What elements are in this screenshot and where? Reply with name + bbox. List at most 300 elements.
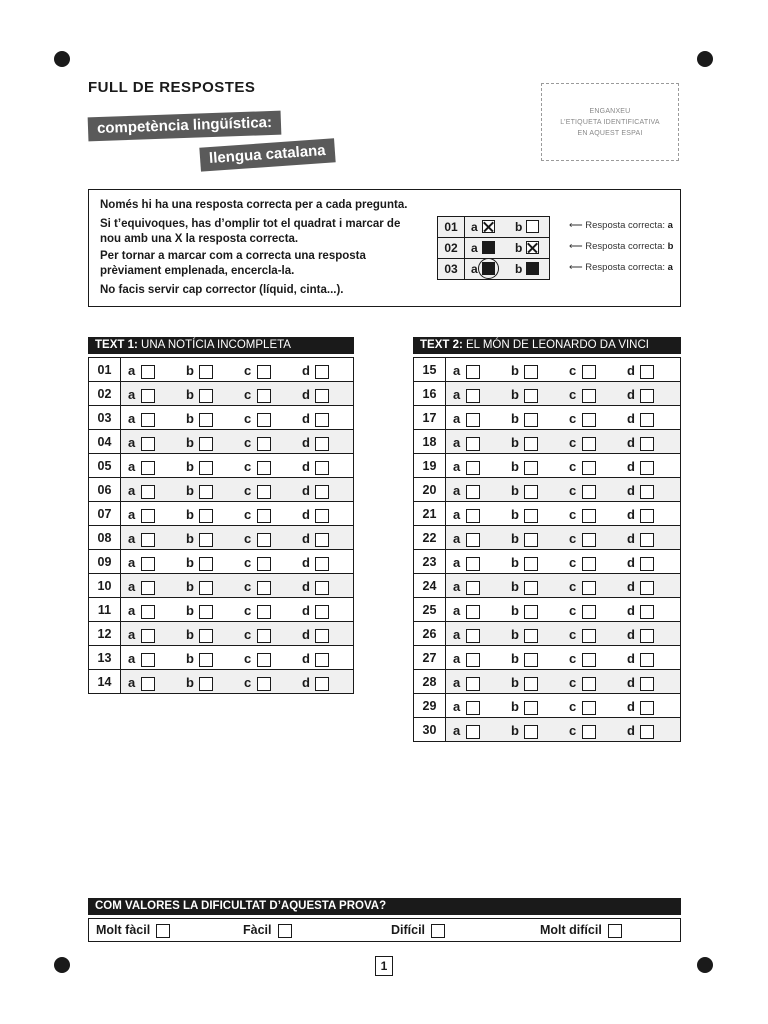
answer-option-b[interactable] (186, 603, 213, 619)
answer-option-b[interactable] (511, 411, 538, 427)
answer-checkbox[interactable] (466, 701, 480, 715)
answer-option-d[interactable] (302, 387, 329, 403)
answer-checkbox[interactable] (524, 533, 538, 547)
answer-checkbox[interactable] (141, 461, 155, 475)
answer-option-d[interactable] (627, 531, 654, 547)
example-row (438, 259, 550, 280)
answer-checkbox[interactable] (199, 677, 213, 691)
answer-option-d[interactable] (302, 483, 329, 499)
answer-checkbox[interactable] (199, 629, 213, 643)
answer-checkbox[interactable] (524, 653, 538, 667)
answer-option-b[interactable] (511, 483, 538, 499)
answer-option-c[interactable] (244, 603, 271, 619)
answer-option-a[interactable] (453, 435, 480, 451)
answer-option-d[interactable] (302, 363, 329, 379)
answer-option-b[interactable] (186, 579, 213, 595)
answer-option-c[interactable] (569, 507, 596, 523)
answer-checkbox[interactable] (257, 677, 271, 691)
answer-option-a[interactable] (453, 555, 480, 571)
answer-option-a[interactable] (128, 507, 155, 523)
answer-checkbox[interactable] (582, 533, 596, 547)
option-letter: a (453, 723, 461, 738)
answer-checkbox[interactable] (582, 437, 596, 451)
answer-checkbox[interactable] (466, 725, 480, 739)
option-letter: c (569, 699, 577, 714)
example-note-text: Resposta correcta: (585, 262, 665, 273)
answer-checkbox[interactable] (640, 533, 654, 547)
difficulty-option[interactable] (96, 923, 170, 938)
answer-option-a[interactable] (453, 411, 480, 427)
question-number: 19 (414, 454, 446, 478)
answer-option-b[interactable] (511, 363, 538, 379)
answer-option-c[interactable] (569, 627, 596, 643)
answer-checkbox[interactable] (524, 437, 538, 451)
answer-checkbox[interactable] (640, 485, 654, 499)
answer-checkbox[interactable] (141, 605, 155, 619)
option-letter: a (128, 627, 136, 642)
option-letter: a (453, 459, 461, 474)
answer-checkbox[interactable] (199, 533, 213, 547)
answer-option-b[interactable] (511, 579, 538, 595)
answer-option-a[interactable] (128, 651, 155, 667)
answer-option-d[interactable] (302, 507, 329, 523)
option-letter: c (244, 435, 252, 450)
answer-option-c[interactable] (244, 507, 271, 523)
answer-option-d[interactable] (627, 723, 654, 739)
answer-checkbox[interactable] (524, 677, 538, 691)
option-letter: c (569, 387, 577, 402)
answer-option-d[interactable] (627, 411, 654, 427)
answer-checkbox[interactable] (141, 557, 155, 571)
answer-checkbox[interactable] (199, 461, 213, 475)
answer-checkbox[interactable] (466, 557, 480, 571)
answer-checkbox[interactable] (582, 701, 596, 715)
answer-option-a[interactable] (128, 579, 155, 595)
answer-checkbox[interactable] (582, 461, 596, 475)
answer-checkbox[interactable] (466, 533, 480, 547)
answer-option-d[interactable] (627, 459, 654, 475)
option-letter: c (244, 675, 252, 690)
answer-option-a[interactable] (128, 627, 155, 643)
answer-option-c[interactable] (244, 459, 271, 475)
answer-checkbox[interactable] (257, 629, 271, 643)
answer-checkbox[interactable] (582, 389, 596, 403)
answer-checkbox[interactable] (466, 509, 480, 523)
answer-checkbox[interactable] (466, 653, 480, 667)
option-letter: c (244, 531, 252, 546)
answer-option-d[interactable] (627, 483, 654, 499)
question-number: 08 (89, 526, 121, 550)
answer-option-a[interactable] (128, 483, 155, 499)
option-letter: b (186, 363, 194, 378)
answer-option-a[interactable] (453, 723, 480, 739)
answer-option-c[interactable] (569, 651, 596, 667)
answer-option-b[interactable] (186, 507, 213, 523)
question-number: 23 (414, 550, 446, 574)
answer-checkbox[interactable] (640, 389, 654, 403)
answer-checkbox[interactable] (582, 557, 596, 571)
option-letter: d (302, 651, 310, 666)
answer-option-c[interactable] (569, 387, 596, 403)
instruction-line: prèviament emplenada, encercla-la. (100, 265, 295, 277)
difficulty-checkbox[interactable] (278, 924, 292, 938)
answer-option-a[interactable] (128, 411, 155, 427)
question-row (414, 358, 681, 382)
answer-checkbox[interactable] (257, 365, 271, 379)
difficulty-option[interactable] (243, 923, 292, 938)
answer-option-a[interactable] (453, 579, 480, 595)
answer-checkbox[interactable] (640, 677, 654, 691)
answer-checkbox[interactable] (582, 653, 596, 667)
answer-checkbox[interactable] (199, 581, 213, 595)
question-options (121, 574, 354, 598)
option-letter: c (569, 555, 577, 570)
question-number: 02 (89, 382, 121, 406)
answer-option-b[interactable] (511, 603, 538, 619)
answer-checkbox[interactable] (141, 365, 155, 379)
option-letter: b (511, 459, 519, 474)
answer-checkbox[interactable] (141, 629, 155, 643)
answer-checkbox[interactable] (582, 605, 596, 619)
answer-option-c[interactable] (244, 363, 271, 379)
option-letter: b (511, 507, 519, 522)
answer-option-c[interactable] (569, 363, 596, 379)
answer-option-c[interactable] (569, 555, 596, 571)
answer-checkbox[interactable] (524, 509, 538, 523)
answer-option-b[interactable] (511, 699, 538, 715)
text1-answer-grid (88, 357, 354, 694)
answer-option-d[interactable] (627, 579, 654, 595)
answer-checkbox[interactable] (524, 365, 538, 379)
answer-checkbox[interactable] (199, 389, 213, 403)
answer-checkbox[interactable] (257, 461, 271, 475)
option-letter: c (244, 411, 252, 426)
answer-checkbox[interactable] (466, 365, 480, 379)
answer-option-a[interactable] (453, 459, 480, 475)
answer-checkbox[interactable] (257, 605, 271, 619)
answer-checkbox[interactable] (141, 389, 155, 403)
answer-checkbox[interactable] (524, 413, 538, 427)
answer-option-c[interactable] (569, 675, 596, 691)
question-row (414, 622, 681, 646)
answer-option-b[interactable] (186, 435, 213, 451)
answer-option-b[interactable] (186, 627, 213, 643)
answer-option-c[interactable] (569, 579, 596, 595)
option-letter: d (302, 435, 310, 450)
answer-option-b[interactable] (511, 435, 538, 451)
answer-option-d[interactable] (627, 675, 654, 691)
option-letter: d (627, 627, 635, 642)
answer-checkbox[interactable] (199, 365, 213, 379)
answer-checkbox[interactable] (640, 581, 654, 595)
answer-option-a[interactable] (128, 555, 155, 571)
answer-checkbox[interactable] (640, 653, 654, 667)
answer-option-b[interactable] (511, 627, 538, 643)
question-options (121, 526, 354, 550)
answer-option-d[interactable] (302, 579, 329, 595)
answer-option-b[interactable] (511, 723, 538, 739)
answer-option-a[interactable] (128, 459, 155, 475)
answer-checkbox[interactable] (199, 557, 213, 571)
answer-checkbox[interactable] (582, 581, 596, 595)
answer-option-d[interactable] (627, 603, 654, 619)
answer-checkbox[interactable] (640, 701, 654, 715)
answer-option-a[interactable] (453, 651, 480, 667)
answer-checkbox[interactable] (582, 413, 596, 427)
answer-option-d[interactable] (627, 627, 654, 643)
answer-checkbox[interactable] (640, 365, 654, 379)
registration-mark-top-left (54, 51, 70, 67)
answer-checkbox[interactable] (524, 461, 538, 475)
answer-checkbox[interactable] (257, 581, 271, 595)
answer-option-a[interactable] (453, 483, 480, 499)
answer-checkbox[interactable] (199, 437, 213, 451)
answer-option-c[interactable] (569, 459, 596, 475)
answer-checkbox[interactable] (582, 725, 596, 739)
answer-option-b[interactable] (186, 483, 213, 499)
left-arrow-icon: ⟵ (569, 220, 586, 231)
answer-checkbox[interactable] (141, 533, 155, 547)
answer-option-d[interactable] (302, 459, 329, 475)
page-number: 1 (375, 956, 393, 976)
answer-option-a[interactable] (453, 627, 480, 643)
answer-checkbox[interactable] (315, 389, 329, 403)
answer-option-b[interactable] (511, 387, 538, 403)
answer-option-b[interactable] (511, 555, 538, 571)
answer-checkbox[interactable] (466, 629, 480, 643)
option-letter: d (302, 531, 310, 546)
answer-checkbox[interactable] (315, 653, 329, 667)
answer-option-c[interactable] (569, 483, 596, 499)
answer-checkbox[interactable] (466, 413, 480, 427)
answer-option-c[interactable] (569, 531, 596, 547)
answer-option-c[interactable] (244, 531, 271, 547)
answer-checkbox[interactable] (640, 509, 654, 523)
answer-option-b[interactable] (186, 675, 213, 691)
answer-checkbox[interactable] (199, 485, 213, 499)
answer-checkbox[interactable] (466, 605, 480, 619)
answer-checkbox[interactable] (257, 389, 271, 403)
answer-checkbox[interactable] (466, 461, 480, 475)
difficulty-checkbox[interactable] (156, 924, 170, 938)
answer-checkbox[interactable] (141, 581, 155, 595)
answer-checkbox[interactable] (315, 461, 329, 475)
answer-option-b[interactable] (186, 651, 213, 667)
answer-option-b[interactable] (186, 387, 213, 403)
answer-checkbox[interactable] (524, 725, 538, 739)
answer-option-d[interactable] (627, 555, 654, 571)
answer-checkbox[interactable] (315, 629, 329, 643)
answer-checkbox[interactable] (141, 413, 155, 427)
answer-option-a[interactable] (453, 699, 480, 715)
answer-option-c[interactable] (244, 411, 271, 427)
answer-checkbox[interactable] (257, 437, 271, 451)
answer-option-d[interactable] (627, 651, 654, 667)
answer-checkbox[interactable] (640, 557, 654, 571)
answer-checkbox[interactable] (640, 605, 654, 619)
answer-checkbox[interactable] (257, 509, 271, 523)
answer-option-d[interactable] (302, 627, 329, 643)
answer-option-a[interactable] (128, 387, 155, 403)
answer-option-b[interactable] (186, 363, 213, 379)
answer-checkbox[interactable] (466, 581, 480, 595)
answer-option-d[interactable] (302, 651, 329, 667)
answer-option-d[interactable] (627, 507, 654, 523)
option-letter: c (244, 555, 252, 570)
answer-checkbox[interactable] (466, 389, 480, 403)
answer-option-d[interactable] (627, 363, 654, 379)
answer-checkbox[interactable] (524, 629, 538, 643)
answer-checkbox[interactable] (582, 365, 596, 379)
difficulty-option[interactable] (540, 923, 622, 938)
answer-checkbox[interactable] (199, 605, 213, 619)
text1-header (88, 337, 354, 354)
answer-option-b[interactable] (511, 651, 538, 667)
answer-option-b[interactable] (511, 507, 538, 523)
example-note-text: Resposta correcta: (585, 220, 665, 231)
answer-checkbox[interactable] (141, 677, 155, 691)
answer-checkbox[interactable] (257, 533, 271, 547)
option-letter: a (128, 651, 136, 666)
answer-checkbox[interactable] (582, 509, 596, 523)
answer-option-a[interactable] (453, 675, 480, 691)
option-letter: b (511, 699, 519, 714)
question-number: 20 (414, 478, 446, 502)
answer-checkbox[interactable] (582, 485, 596, 499)
answer-checkbox[interactable] (315, 533, 329, 547)
answer-checkbox[interactable] (466, 437, 480, 451)
answer-option-c[interactable] (244, 435, 271, 451)
answer-option-d[interactable] (627, 435, 654, 451)
id-label-area[interactable] (541, 83, 679, 161)
answer-checkbox[interactable] (524, 557, 538, 571)
question-options (446, 502, 681, 526)
option-letter: a (128, 363, 136, 378)
answer-option-a[interactable] (128, 531, 155, 547)
answer-option-b[interactable] (511, 531, 538, 547)
answer-checkbox[interactable] (199, 653, 213, 667)
answer-option-d[interactable] (302, 603, 329, 619)
answer-option-d[interactable] (627, 699, 654, 715)
answer-option-c[interactable] (244, 627, 271, 643)
answer-checkbox[interactable] (199, 509, 213, 523)
answer-checkbox[interactable] (315, 437, 329, 451)
answer-option-c[interactable] (569, 603, 596, 619)
answer-checkbox[interactable] (640, 725, 654, 739)
answer-checkbox[interactable] (257, 557, 271, 571)
example-circle-mark (478, 258, 499, 279)
answer-option-c[interactable] (569, 435, 596, 451)
answer-checkbox[interactable] (315, 557, 329, 571)
answer-checkbox[interactable] (257, 413, 271, 427)
answer-option-b[interactable] (511, 459, 538, 475)
answer-checkbox[interactable] (315, 677, 329, 691)
answer-checkbox[interactable] (315, 605, 329, 619)
answer-option-c[interactable] (244, 483, 271, 499)
answer-option-b[interactable] (186, 411, 213, 427)
answer-checkbox[interactable] (524, 389, 538, 403)
answer-checkbox[interactable] (582, 629, 596, 643)
question-options (121, 454, 354, 478)
answer-checkbox[interactable] (315, 509, 329, 523)
answer-option-c[interactable] (244, 651, 271, 667)
answer-checkbox[interactable] (199, 413, 213, 427)
answer-option-a[interactable] (128, 363, 155, 379)
option-letter: b (511, 579, 519, 594)
answer-option-d[interactable] (302, 675, 329, 691)
answer-option-d[interactable] (627, 387, 654, 403)
answer-option-a[interactable] (453, 531, 480, 547)
option-letter: d (627, 675, 635, 690)
answer-checkbox[interactable] (315, 365, 329, 379)
answer-option-c[interactable] (244, 579, 271, 595)
answer-option-c[interactable] (244, 555, 271, 571)
answer-checkbox[interactable] (466, 677, 480, 691)
answer-option-c[interactable] (569, 411, 596, 427)
answer-checkbox[interactable] (141, 509, 155, 523)
answer-option-d[interactable] (302, 411, 329, 427)
answer-option-a[interactable] (128, 435, 155, 451)
answer-checkbox[interactable] (524, 605, 538, 619)
answer-checkbox[interactable] (141, 653, 155, 667)
answer-option-a[interactable] (453, 603, 480, 619)
answer-checkbox[interactable] (640, 461, 654, 475)
answer-checkbox[interactable] (524, 581, 538, 595)
answer-checkbox[interactable] (315, 581, 329, 595)
answer-option-c[interactable] (569, 723, 596, 739)
answer-checkbox[interactable] (640, 437, 654, 451)
answer-option-b[interactable] (186, 459, 213, 475)
answer-option-a[interactable] (453, 507, 480, 523)
question-number: 10 (89, 574, 121, 598)
answer-option-b[interactable] (186, 531, 213, 547)
answer-option-b[interactable] (186, 555, 213, 571)
answer-checkbox[interactable] (582, 677, 596, 691)
answer-option-d[interactable] (302, 555, 329, 571)
difficulty-option[interactable] (391, 923, 445, 938)
difficulty-checkbox[interactable] (431, 924, 445, 938)
answer-checkbox[interactable] (257, 485, 271, 499)
answer-checkbox[interactable] (466, 485, 480, 499)
answer-checkbox[interactable] (524, 701, 538, 715)
answer-option-d[interactable] (302, 531, 329, 547)
answer-option-a[interactable] (453, 387, 480, 403)
answer-checkbox[interactable] (257, 653, 271, 667)
question-number: 30 (414, 718, 446, 742)
difficulty-checkbox[interactable] (608, 924, 622, 938)
answer-checkbox[interactable] (640, 413, 654, 427)
answer-checkbox[interactable] (141, 485, 155, 499)
answer-option-a[interactable] (453, 363, 480, 379)
answer-checkbox[interactable] (640, 629, 654, 643)
answer-checkbox[interactable] (315, 413, 329, 427)
example-option-letter: b (515, 220, 523, 234)
answer-option-c[interactable] (244, 675, 271, 691)
answer-checkbox[interactable] (141, 437, 155, 451)
option-letter: c (569, 531, 577, 546)
answer-option-b[interactable] (511, 675, 538, 691)
answer-checkbox[interactable] (315, 485, 329, 499)
answer-option-c[interactable] (244, 387, 271, 403)
answer-option-d[interactable] (302, 435, 329, 451)
answer-option-c[interactable] (569, 699, 596, 715)
option-letter: b (186, 675, 194, 690)
question-options (121, 598, 354, 622)
answer-option-a[interactable] (128, 603, 155, 619)
answer-checkbox[interactable] (524, 485, 538, 499)
answer-option-a[interactable] (128, 675, 155, 691)
example-answer-box (526, 241, 539, 254)
